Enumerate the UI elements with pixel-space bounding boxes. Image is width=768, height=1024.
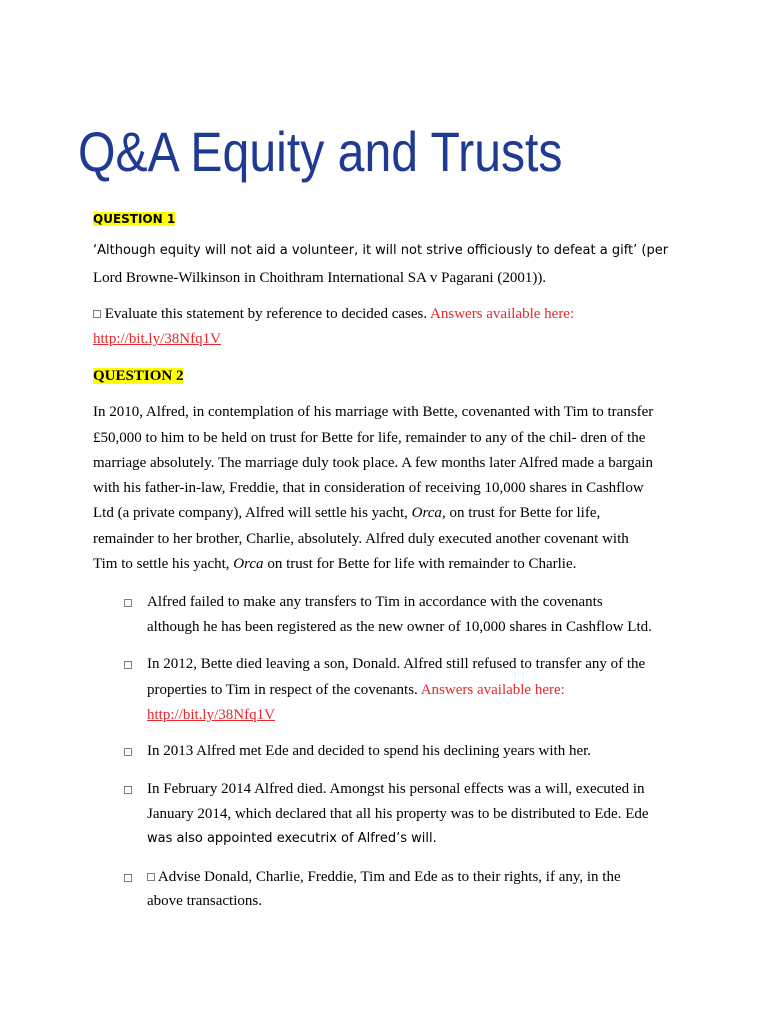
paragraph-text: on trust for Bette for life with remainder to Charlie. xyxy=(263,556,577,572)
bullet-2-line-2 xyxy=(147,680,565,700)
bullet-5-line-2: above transactions. xyxy=(147,893,262,909)
bullet-4-line-1: In February 2014 Alfred died. Amongst his personal effects was a will, executed in xyxy=(147,781,645,797)
question-2-paragraph-line-4: with his father-in-law, Freddie, that in consideration of receiving 10,000 shares in Cashflow xyxy=(93,480,644,496)
page-title: Q&A Equity and Trusts xyxy=(78,120,563,183)
bullet-1-line-1: Alfred failed to make any transfers to Tim in accordance with the covenants xyxy=(147,594,603,610)
question-2-highlight: QUESTION 2 xyxy=(93,368,184,384)
question-1-label xyxy=(93,211,175,227)
bullet-4-line-3: was also appointed executrix of Alfred’s will. xyxy=(147,831,437,846)
answers-available-text: Answers available here: xyxy=(420,682,565,698)
answers-link[interactable]: http://bit.ly/38Nfq1V xyxy=(147,707,275,723)
question-2-paragraph-line-3: marriage absolutely. The marriage duly took place. A few months later Alfred made a bargain xyxy=(93,455,653,471)
checkbox-icon xyxy=(147,873,155,881)
bullet-1-line-2: although he has been registered as the new owner of 10,000 shares in Cashflow Ltd. xyxy=(147,619,652,635)
bullet-5-line-1 xyxy=(147,867,621,887)
paragraph-text: Ltd (a private company), Alfred will settle his yacht, xyxy=(93,505,412,521)
checkbox-icon xyxy=(93,310,101,318)
question-1-quote-line-2: Lord Browne-Wilkinson in Choithram International SA v Pagarani (2001)). xyxy=(93,270,547,286)
question-2-paragraph-line-2: £50,000 to him to be held on trust for Bette for life, remainder to any of the chil- dren of the xyxy=(93,430,646,446)
checkbox-icon xyxy=(124,786,132,794)
checkbox-icon xyxy=(124,748,132,756)
question-2-label xyxy=(93,366,183,386)
yacht-name: Orca xyxy=(411,505,442,521)
paragraph-text: Tim to settle his yacht, xyxy=(93,556,234,572)
paragraph-text: , on trust for Bette for life, xyxy=(441,505,601,521)
question-2-paragraph-line-1: In 2010, Alfred, in contemplation of his marriage with Bette, covenanted with Tim to transfer xyxy=(93,404,654,420)
question-1-highlight: QUESTION 1 xyxy=(93,212,176,226)
question-1-link-line xyxy=(93,329,221,349)
bullet-text: properties to Tim in respect of the covenants. xyxy=(147,682,421,698)
yacht-name: Orca xyxy=(233,556,264,572)
bullet-2-link-line xyxy=(147,705,275,725)
answers-link[interactable]: http://bit.ly/38Nfq1V xyxy=(93,331,221,347)
evaluate-text: Evaluate this statement by reference to decided cases. xyxy=(101,306,431,322)
question-2-paragraph-line-5 xyxy=(93,503,600,523)
answers-available-text: Answers available here: xyxy=(430,306,575,322)
bullet-4-line-2: January 2014, which declared that all his property was to be distributed to Ede. Ede xyxy=(147,806,649,822)
question-1-quote-line-1: ‘Although equity will not aid a volunteer, it will not strive officiously to defeat a gift’ (per xyxy=(93,243,669,258)
checkbox-icon xyxy=(124,599,132,607)
question-2-paragraph-line-7 xyxy=(93,554,576,574)
bullet-text: Advise Donald, Charlie, Freddie, Tim and Ede as to their rights, if any, in the xyxy=(155,869,621,885)
checkbox-icon xyxy=(124,661,132,669)
question-2-paragraph-line-6: remainder to her brother, Charlie, absolutely. Alfred duly executed another covenant with xyxy=(93,531,629,547)
bullet-3-line-1: In 2013 Alfred met Ede and decided to spend his declining years with her. xyxy=(147,743,592,759)
question-1-evaluate xyxy=(93,304,574,324)
checkbox-icon xyxy=(124,874,132,882)
bullet-2-line-1: In 2012, Bette died leaving a son, Donald. Alfred still refused to transfer any of the xyxy=(147,656,646,672)
